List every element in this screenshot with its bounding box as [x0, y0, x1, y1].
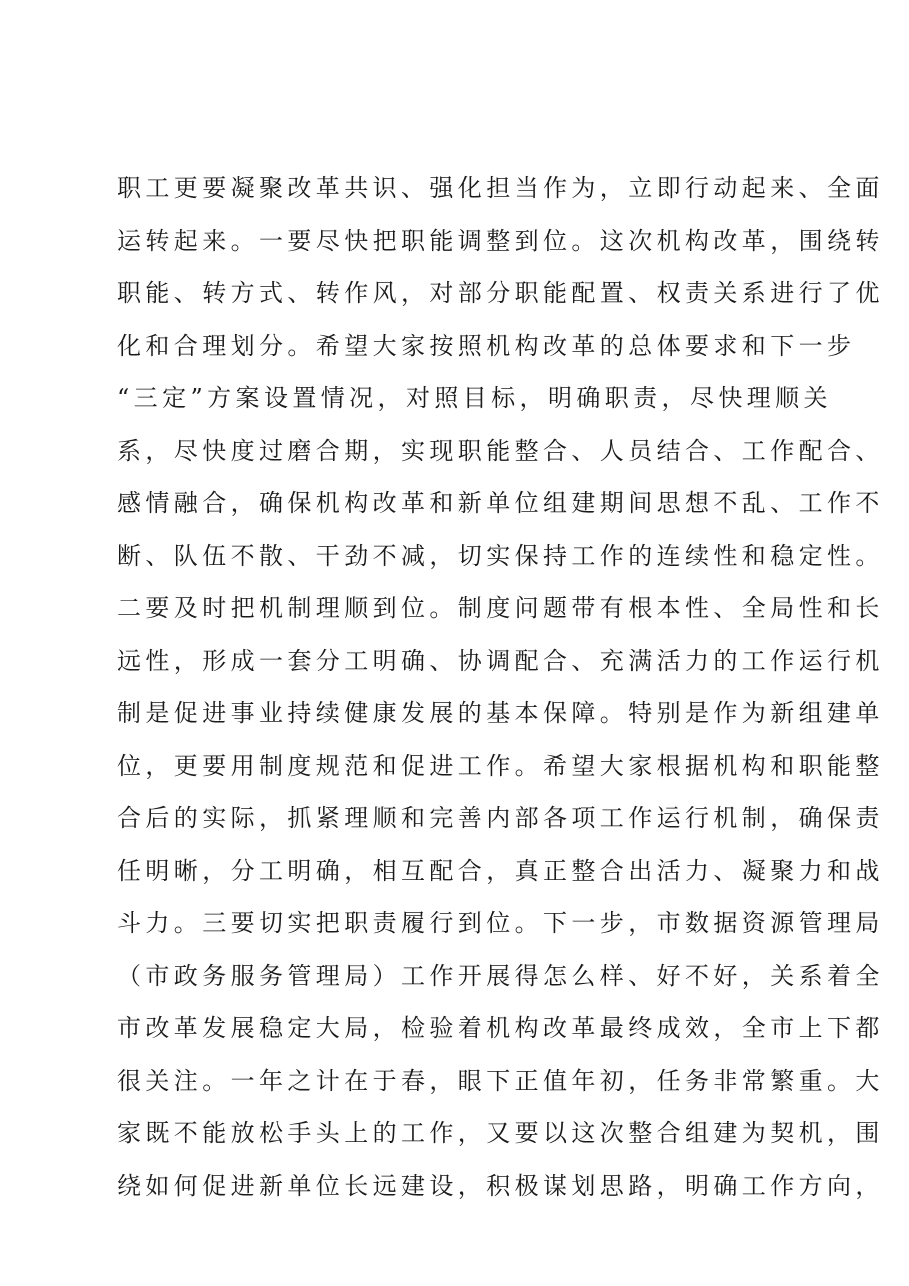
- text-line: 绕如何促进新单位长远建设，积极谋划思路，明确工作方向，: [117, 1171, 884, 1200]
- text-line: 很关注。一年之计在于春，眼下正值年初，任务非常繁重。大: [117, 1066, 884, 1095]
- text-line: 合后的实际，抓紧理顺和完善内部各项工作运行机制，确保责: [117, 804, 884, 832]
- text-line: 家既不能放松手头上的工作，又要以这次整合组建为契机，围: [117, 1119, 884, 1147]
- text-line: （市政务服务管理局）工作开展得怎么样、好不好，关系着全: [117, 961, 884, 990]
- text-line: 市改革发展稳定大局，检验着机构改革最终成效，全市上下都: [117, 1014, 884, 1042]
- text-line: 任明晰，分工明确，相互配合，真正整合出活力、凝聚力和战: [117, 856, 884, 885]
- text-line: 位，更要用制度规范和促进工作。希望大家根据机构和职能整: [117, 751, 884, 780]
- body-paragraph: [117, 162, 884, 1212]
- text-line: 运转起来。一要尽快把职能调整到位。这次机构改革，围绕转: [117, 226, 884, 255]
- text-line: 远性，形成一套分工明确、协调配合、充满活力的工作运行机: [117, 646, 884, 675]
- text-line: 断、队伍不散、干劲不减，切实保持工作的连续性和稳定性。: [117, 541, 884, 570]
- text-line: 斗力。三要切实把职责履行到位。下一步，市数据资源管理局: [117, 909, 884, 937]
- text-line: 制是促进事业持续健康发展的基本保障。特别是作为新组建单: [117, 699, 884, 727]
- text-line: 二要及时把机制理顺到位。制度问题带有根本性、全局性和长: [117, 594, 884, 622]
- text-line: 系，尽快度过磨合期，实现职能整合、人员结合、工作配合、: [117, 436, 884, 465]
- text-line: 感情融合，确保机构改革和新单位组建期间思想不乱、工作不: [117, 489, 884, 517]
- text-line: 职工更要凝聚改革共识、强化担当作为，立即行动起来、全面: [117, 174, 884, 202]
- text-line: “三定”方案设置情况，对照目标，明确职责，尽快理顺关: [117, 384, 832, 412]
- text-line: 职能、转方式、转作风，对部分职能配置、权责关系进行了优: [117, 279, 884, 307]
- text-line: 化和合理划分。希望大家按照机构改革的总体要求和下一步: [117, 331, 856, 360]
